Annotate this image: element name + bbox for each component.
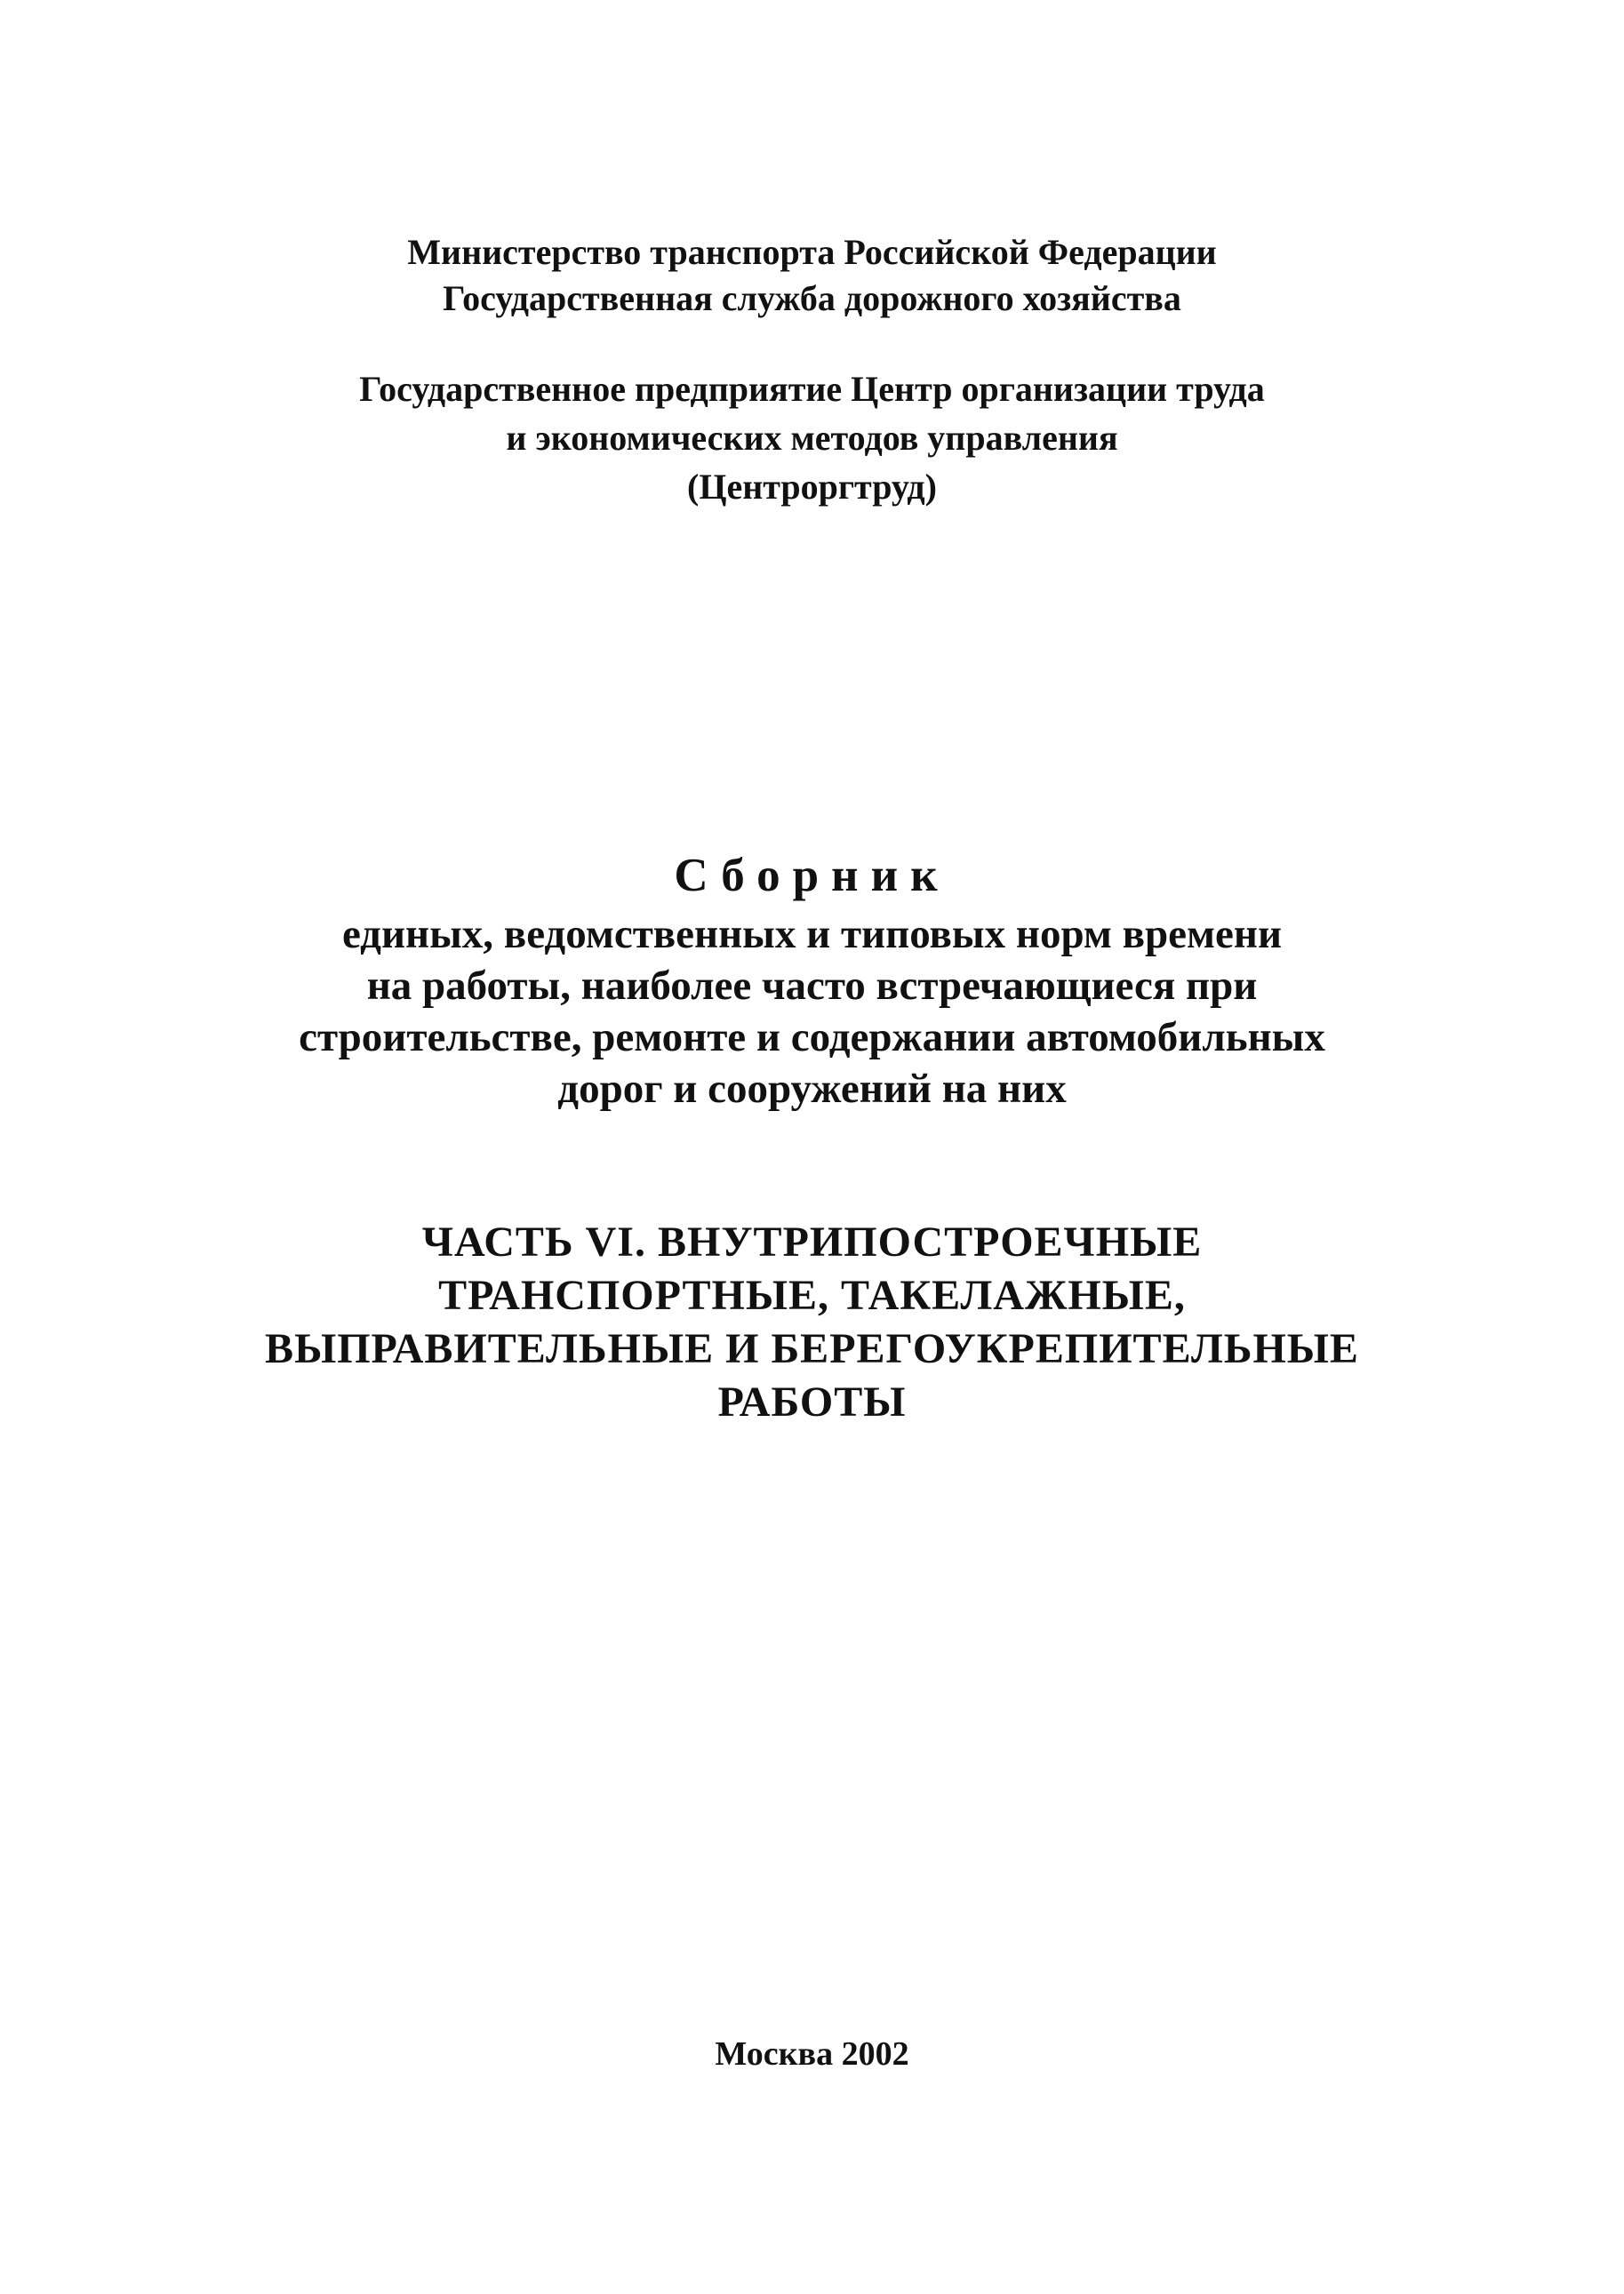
ministry-header	[0, 229, 1624, 322]
enterprise-line-1: Государственное предприятие Центр организации труда	[359, 369, 1265, 409]
enterprise-line-2: и экономических методов управления	[506, 418, 1118, 458]
publication-footer	[0, 2033, 1624, 2075]
part-line-2: ТРАНСПОРТНЫЕ, ТАКЕЛАЖНЫЕ,	[438, 1272, 1186, 1319]
collection-line-2: на работы, наиболее часто встречающиеся при	[366, 963, 1258, 1009]
collection-title	[0, 849, 1624, 902]
collection-line-1: единых, ведомственных и типовых норм времени	[341, 911, 1283, 957]
collection-title-text: Сборник	[674, 850, 950, 901]
part-line-1: ЧАСТЬ VI. ВНУТРИПОСТРОЕЧНЫЕ	[421, 1219, 1203, 1266]
part-heading	[0, 1216, 1624, 1429]
ministry-name: Министерство транспорта Российской Федерации	[407, 232, 1217, 272]
service-name: Государственная служба дорожного хозяйства	[443, 278, 1181, 318]
place-year: Москва 2002	[715, 2035, 909, 2073]
part-line-4: РАБОТЫ	[717, 1379, 907, 1426]
enterprise-block	[0, 364, 1624, 511]
part-line-3: ВЫПРАВИТЕЛЬНЫЕ И БЕРЕГОУКРЕПИТЕЛЬНЫЕ	[265, 1325, 1359, 1372]
collection-line-4: дорог и сооружений на них	[557, 1066, 1067, 1112]
collection-line-3: строительстве, ремонте и содержании автомобильных	[299, 1014, 1325, 1060]
enterprise-line-3: (Центроргтруд)	[687, 467, 937, 507]
collection-description	[0, 908, 1624, 1115]
